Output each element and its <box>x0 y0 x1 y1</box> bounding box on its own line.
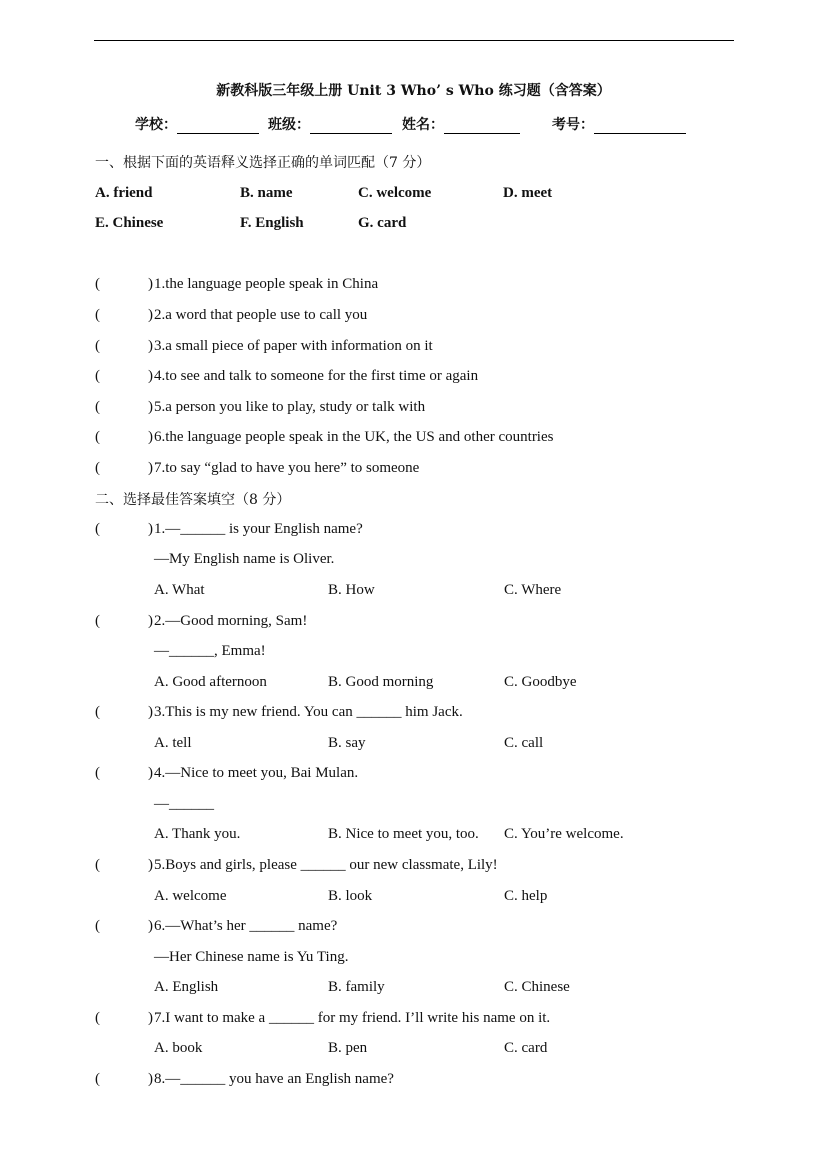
option-b: B. How <box>328 582 375 598</box>
answer-paren-close[interactable]: ) <box>148 307 153 323</box>
option-a: A. welcome <box>154 888 227 904</box>
option-c: C. card <box>504 1040 548 1056</box>
word-option: C. welcome <box>358 185 432 201</box>
answer-paren-close[interactable]: ) <box>148 1010 153 1026</box>
answer-paren-open: ( <box>95 765 100 781</box>
option-b: B. Nice to meet you, too. <box>328 826 479 842</box>
question-text: 4.—Nice to meet you, Bai Mulan. <box>154 765 359 781</box>
answer-paren-close[interactable]: ) <box>148 276 153 292</box>
name-label: 姓名： <box>402 117 444 133</box>
answer-paren-open: ( <box>95 399 100 415</box>
exam-no-field <box>552 114 686 134</box>
option-b: B. Good morning <box>328 674 434 690</box>
option-b: B. pen <box>328 1040 368 1056</box>
question-text: 8.—______ you have an English name? <box>154 1071 394 1087</box>
match-item-text: 2.a word that people use to call you <box>154 307 368 323</box>
match-item-text: 4.to see and talk to someone for the first time or again <box>154 368 479 384</box>
class-field <box>268 114 392 134</box>
name-field <box>402 114 520 134</box>
answer-paren-close[interactable]: ) <box>148 613 153 629</box>
match-item-text: 6.the language people speak in the UK, the US and other countries <box>154 429 554 445</box>
answer-paren-close[interactable]: ) <box>148 460 153 476</box>
question-dialogue: —______, Emma! <box>154 643 266 659</box>
answer-paren-close[interactable]: ) <box>148 857 153 873</box>
question-text: 3.This is my new friend. You can ______ him Jack. <box>154 704 463 720</box>
option-a: A. tell <box>154 735 192 751</box>
top-rule <box>94 40 734 41</box>
answer-paren-close[interactable]: ) <box>148 918 153 934</box>
exam-no-label: 考号： <box>552 117 594 133</box>
school-label: 学校： <box>135 117 177 133</box>
match-item-text: 5.a person you like to play, study or talk with <box>154 399 426 415</box>
page-title: 新教科版三年级上册 Unit 3 Who’ s Who 练习题（含答案） <box>216 83 611 99</box>
option-b: B. look <box>328 888 373 904</box>
question-dialogue: —______ <box>154 796 214 812</box>
section2-heading: 二、选择最佳答案填空（8 分） <box>95 492 291 508</box>
section1-heading: 一、根据下面的英语释义选择正确的单词匹配（7 分） <box>95 155 431 171</box>
option-a: A. What <box>154 582 205 598</box>
question-text: 7.I want to make a ______ for my friend. I’ll write his name on it. <box>154 1010 551 1026</box>
answer-paren-open: ( <box>95 918 100 934</box>
answer-paren-open: ( <box>95 429 100 445</box>
answer-paren-open: ( <box>95 857 100 873</box>
option-c: C. call <box>504 735 544 751</box>
answer-paren-open: ( <box>95 613 100 629</box>
class-label: 班级： <box>268 117 310 133</box>
answer-paren-close[interactable]: ) <box>148 521 153 537</box>
word-option: B. name <box>240 185 293 201</box>
match-item-text: 3.a small piece of paper with information on it <box>154 338 433 354</box>
answer-paren-close[interactable]: ) <box>148 429 153 445</box>
word-option: E. Chinese <box>95 215 164 231</box>
option-c: C. Chinese <box>504 979 570 995</box>
school-blank[interactable] <box>177 117 259 134</box>
word-option: G. card <box>358 215 407 231</box>
answer-paren-open: ( <box>95 307 100 323</box>
answer-paren-open: ( <box>95 368 100 384</box>
question-text: 5.Boys and girls, please ______ our new classmate, Lily! <box>154 857 498 873</box>
question-text: 1.—______ is your English name? <box>154 521 363 537</box>
answer-paren-open: ( <box>95 276 100 292</box>
class-blank[interactable] <box>310 117 392 134</box>
word-option: F. English <box>240 215 304 231</box>
answer-paren-open: ( <box>95 1071 100 1087</box>
option-b: B. family <box>328 979 385 995</box>
answer-paren-close[interactable]: ) <box>148 338 153 354</box>
option-c: C. help <box>504 888 548 904</box>
school-field <box>135 114 259 134</box>
answer-paren-open: ( <box>95 338 100 354</box>
answer-paren-close[interactable]: ) <box>148 368 153 384</box>
name-blank[interactable] <box>444 117 520 134</box>
match-item-text: 7.to say “glad to have you here” to someone <box>154 460 420 476</box>
answer-paren-open: ( <box>95 704 100 720</box>
match-item-text: 1.the language people speak in China <box>154 276 379 292</box>
option-c: C. Goodbye <box>504 674 577 690</box>
answer-paren-open: ( <box>95 521 100 537</box>
answer-paren-open: ( <box>95 460 100 476</box>
question-dialogue: —My English name is Oliver. <box>154 551 335 567</box>
answer-paren-open: ( <box>95 1010 100 1026</box>
question-text: 6.—What’s her ______ name? <box>154 918 338 934</box>
option-c: C. You’re welcome. <box>504 826 624 842</box>
question-dialogue: —Her Chinese name is Yu Ting. <box>154 949 349 965</box>
option-a: A. book <box>154 1040 203 1056</box>
option-c: C. Where <box>504 582 562 598</box>
word-option: D. meet <box>503 185 553 201</box>
option-a: A. English <box>154 979 219 995</box>
option-b: B. say <box>328 735 366 751</box>
exam-no-blank[interactable] <box>594 117 686 134</box>
answer-paren-close[interactable]: ) <box>148 399 153 415</box>
question-text: 2.—Good morning, Sam! <box>154 613 308 629</box>
option-a: A. Thank you. <box>154 826 241 842</box>
answer-paren-close[interactable]: ) <box>148 765 153 781</box>
answer-paren-close[interactable]: ) <box>148 1071 153 1087</box>
word-option: A. friend <box>95 185 153 201</box>
answer-paren-close[interactable]: ) <box>148 704 153 720</box>
option-a: A. Good afternoon <box>154 674 267 690</box>
